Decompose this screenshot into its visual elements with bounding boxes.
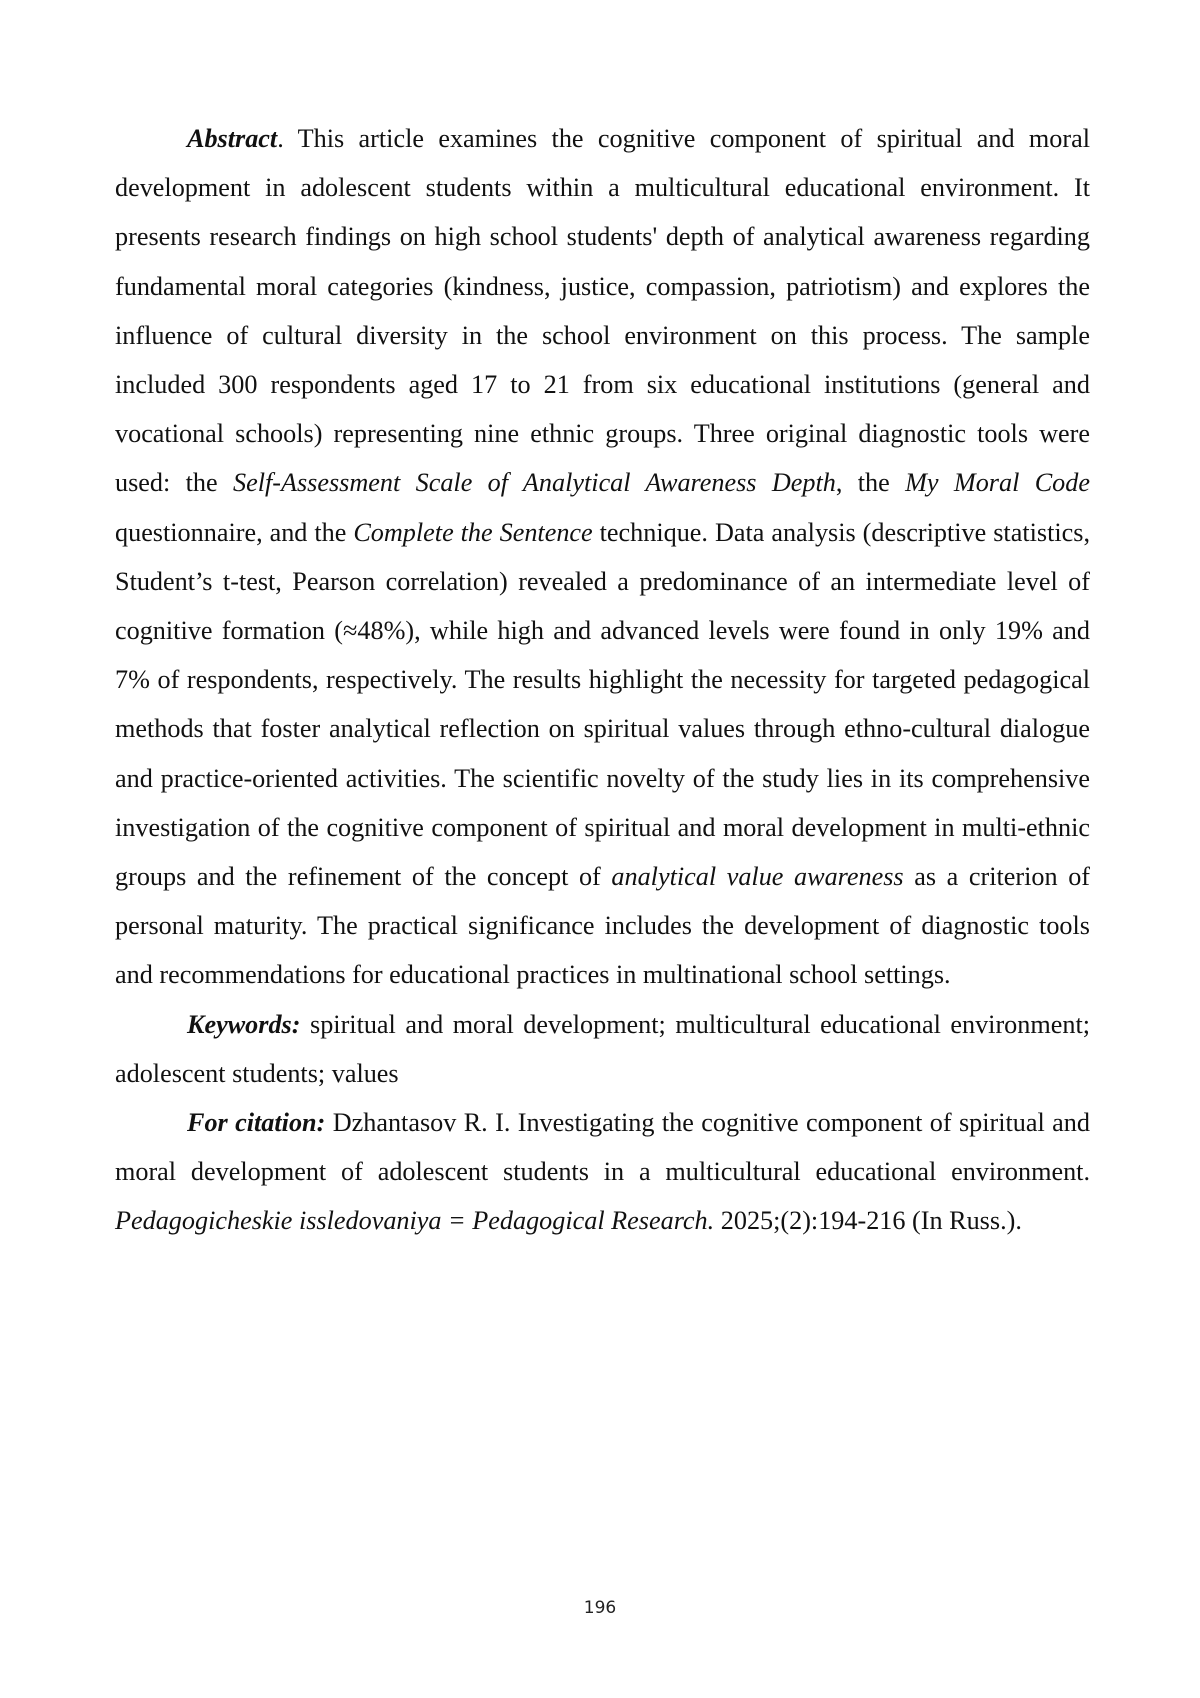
tool-name-my-moral-code: My Moral Code xyxy=(905,468,1090,498)
abstract-label: Abstract xyxy=(187,124,278,153)
citation-label: For citation: xyxy=(187,1108,326,1138)
abstract-text-part-5: as a criterion of personal maturity. The practical significance includes the development of diagnostic tools and recommendations for educational practices in multinational school settings. xyxy=(115,862,1091,990)
concept-analytical-value-awareness: analytical value awareness xyxy=(611,862,904,892)
keywords-label: Keywords: xyxy=(187,1009,301,1039)
abstract-section xyxy=(115,114,1090,1246)
page-number: 196 xyxy=(583,1598,617,1618)
abstract-text-part-3: questionnaire, and the xyxy=(115,517,354,547)
tool-name-complete-the-sentence: Complete the Sentence xyxy=(353,517,593,547)
keywords-paragraph xyxy=(115,1000,1090,1098)
citation-paragraph xyxy=(115,1098,1090,1246)
citation-text-part-2: 2025;(2):194-216 (In Russ.). xyxy=(714,1206,1022,1236)
abstract-text-part-2: , the xyxy=(835,468,906,498)
tool-name-self-assessment-scale: Self-Assessment Scale of Analytical Awareness Depth xyxy=(232,468,836,498)
citation-journal: Pedagogicheskie issledovaniya = Pedagogical Research. xyxy=(115,1206,715,1236)
keywords-text: spiritual and moral development; multicultural educational environment; adolescent students; values xyxy=(115,1009,1090,1088)
abstract-text-part-4: technique. Data analysis (descriptive statistics, Student’s t-test, Pearson correlation) revealed a predominance of an intermediate level of cognitive formation (≈48%), while high and advanced levels were found in only 19% and 7% of respondents, respectively. The results highlight the necessity for targeted pedagogical methods that foster analytical reflection on spiritual values through ethno-cultural dialogue and practice-oriented activities. The scientific novelty of the study lies in its comprehensive investigation of the cognitive component of spiritual and moral development in multi-ethnic groups and the refinement of the concept of xyxy=(115,517,1090,892)
abstract-text-part-1: . This article examines the cognitive component of spiritual and moral development in adolescent students within a multicultural educational environment. It presents research findings on high school students' depth of analytical awareness regarding fundamental moral categories (kindness, justice, compassion, patriotism) and explores the influence of cultural diversity in the school environment on this process. The sample included 300 respondents aged 17 to 21 from six educational institutions (general and vocational schools) representing nine ethnic groups. Three original diagnostic tools were used: the xyxy=(115,124,1090,498)
abstract-paragraph xyxy=(115,114,1090,1000)
citation-text-part-1: Dzhantasov R. I. Investigating the cognitive component of spiritual and moral development of adolescent students in a multicultural educational environment. xyxy=(115,1108,1090,1187)
